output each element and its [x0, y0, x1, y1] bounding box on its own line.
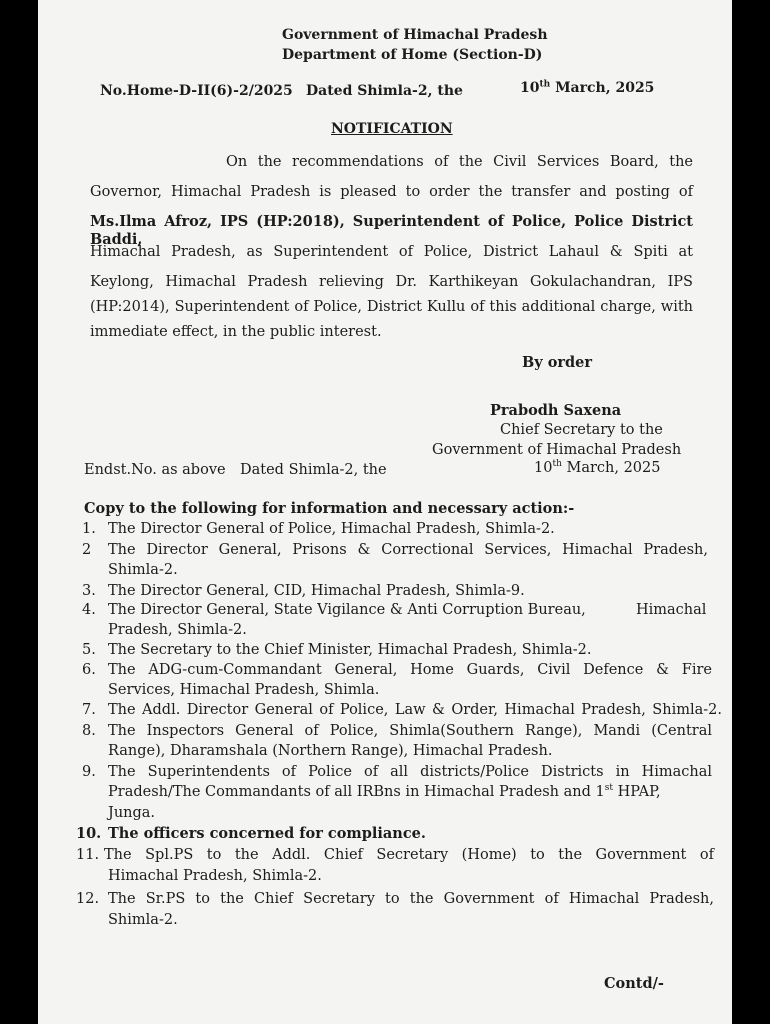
copy-item-12-line-1: The Sr.PS to the Chief Secretary to the Government of Himachal Pradesh, [108, 891, 714, 907]
copy-item-5-line-1: The Secretary to the Chief Minister, Himachal Pradesh, Shimla-2. [108, 642, 592, 658]
reference-number: No.Home-D-II(6)-2/2025 [100, 83, 293, 99]
copy-item-1-number: 1. [82, 521, 96, 537]
copy-item-2-number: 2 [82, 542, 92, 558]
body-line-4: Himachal Pradesh, as Superintendent of Police, District Lahaul & Spiti at [90, 244, 693, 260]
endorsement-date: 10th March, 2025 [534, 459, 661, 476]
copy-item-4-number: 4. [82, 602, 96, 618]
copy-heading: Copy to the following for information and necessary action:- [84, 500, 575, 517]
body-line-6: (HP:2014), Superintendent of Police, District Kullu of this additional charge, with [90, 299, 693, 315]
copy-item-8-line-1: The Inspectors General of Police, Shimla(Southern Range), Mandi (Central [108, 723, 712, 739]
body-line-7: immediate effect, in the public interest. [90, 324, 382, 340]
endorsement-dated: Dated Shimla-2, the [240, 462, 387, 478]
copy-item-11-line-1: The Spl.PS to the Addl. Chief Secretary (Home) to the Government of [104, 847, 714, 863]
body-line-3: Ms.Ilma Afroz, IPS (HP:2018), Superintendent of Police, Police District Baddi, [90, 213, 693, 248]
copy-item-9-number: 9. [82, 764, 96, 780]
copy-item-4-line-1-end: Himachal [636, 602, 707, 618]
copy-item-9-line-3: Junga. [108, 805, 156, 821]
reference-date: 10th March, 2025 [520, 79, 655, 96]
copy-item-1-line-1: The Director General of Police, Himachal Pradesh, Shimla-2. [108, 521, 555, 537]
continued-marker: Contd/- [604, 975, 664, 992]
body-line-1: On the recommendations of the Civil Services Board, the [226, 154, 693, 170]
body-line-2: Governor, Himachal Pradesh is pleased to order the transfer and posting of [90, 184, 693, 200]
signatory-name: Prabodh Saxena [490, 402, 622, 419]
copy-item-8-number: 8. [82, 723, 96, 739]
document-page [38, 0, 732, 1024]
copy-item-3-number: 3. [82, 583, 96, 599]
by-order: By order [522, 354, 593, 371]
copy-item-6-line-1: The ADG-cum-Commandant General, Home Guards, Civil Defence & Fire [108, 662, 712, 678]
copy-item-9-line-1: The Superintendents of Police of all districts/Police Districts in Himachal [108, 764, 712, 780]
signatory-office: Government of Himachal Pradesh [432, 442, 682, 458]
copy-item-12-line-2: Shimla-2. [108, 912, 178, 928]
copy-item-11-line-2: Himachal Pradesh, Shimla-2. [108, 868, 322, 884]
signatory-designation: Chief Secretary to the [500, 422, 663, 438]
copy-item-5-number: 5. [82, 642, 96, 658]
copy-item-8-line-2: Range), Dharamshala (Northern Range), Himachal Pradesh. [108, 743, 553, 759]
endorsement-number: Endst.No. as above [84, 462, 226, 478]
copy-item-7-number: 7. [82, 702, 96, 718]
copy-item-9-line-2: Pradesh/The Commandants of all IRBns in Himachal Pradesh and 1st HPAP, [108, 783, 661, 800]
header-government: Government of Himachal Pradesh [282, 27, 548, 43]
copy-item-7-line-1: The Addl. Director General of Police, Law & Order, Himachal Pradesh, Shimla-2. [108, 702, 722, 718]
copy-item-4-line-2: Pradesh, Shimla-2. [108, 622, 247, 638]
copy-item-10-line-1: The officers concerned for compliance. [108, 825, 426, 842]
copy-item-4-line-1: The Director General, State Vigilance & Anti Corruption Bureau, [108, 602, 586, 618]
copy-item-6-line-2: Services, Himachal Pradesh, Shimla. [108, 682, 380, 698]
body-line-5: Keylong, Himachal Pradesh relieving Dr. Karthikeyan Gokulachandran, IPS [90, 274, 693, 290]
copy-item-12-number: 12. [76, 891, 100, 907]
copy-item-10-number: 10. [76, 825, 102, 842]
copy-item-2-line-2: Shimla-2. [108, 562, 178, 578]
copy-item-3-line-1: The Director General, CID, Himachal Pradesh, Shimla-9. [108, 583, 525, 599]
copy-item-2-line-1: The Director General, Prisons & Correctional Services, Himachal Pradesh, [108, 542, 708, 558]
copy-item-6-number: 6. [82, 662, 96, 678]
header-department: Department of Home (Section-D) [282, 47, 543, 63]
notification-title: NOTIFICATION [331, 121, 453, 137]
reference-dated: Dated Shimla-2, the [306, 83, 463, 99]
copy-item-11-number: 11. [76, 847, 100, 863]
